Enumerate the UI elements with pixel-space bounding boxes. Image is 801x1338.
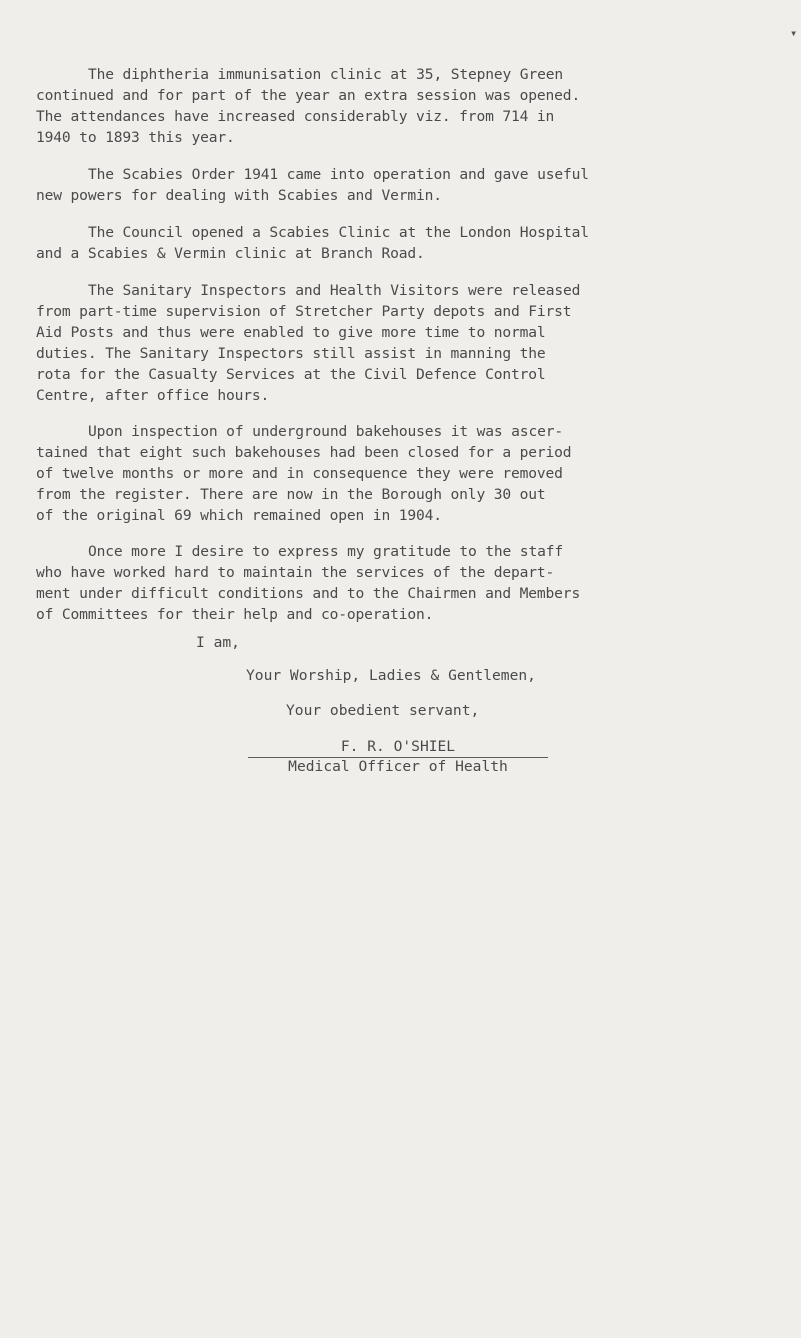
closing-salutation: Your Worship, Ladies & Gentlemen, [246, 667, 536, 684]
paragraph-line: The Scabies Order 1941 came into operation and gave useful [88, 166, 589, 183]
closing-obedient-servant: Your obedient servant, [286, 702, 480, 719]
paragraph-bakehouses [36, 421, 766, 526]
paragraph-line: from the register. There are now in the Borough only 30 out [36, 486, 546, 503]
scan-mark-icon: ▾ [790, 26, 798, 40]
paragraph-diphtheria-clinic [36, 64, 766, 148]
paragraph-line: rota for the Casualty Services at the Civil Defence Control [36, 366, 546, 383]
paragraph-line: continued and for part of the year an extra session was opened. [36, 87, 581, 104]
paragraph-gratitude [36, 541, 766, 625]
paragraph-line: 1940 to 1893 this year. [36, 129, 235, 146]
paragraph-line: Once more I desire to express my gratitude to the staff [88, 543, 563, 560]
paragraph-sanitary-inspectors [36, 280, 766, 406]
paragraph-line: The Council opened a Scabies Clinic at the London Hospital [88, 224, 589, 241]
paragraph-line: who have worked hard to maintain the services of the depart- [36, 564, 555, 581]
closing-i-am: I am, [196, 634, 240, 651]
paragraph-line: of Committees for their help and co-operation. [36, 606, 434, 623]
paragraph-line: The diphtheria immunisation clinic at 35, Stepney Green [88, 66, 563, 83]
paragraph-line: Aid Posts and thus were enabled to give more time to normal [36, 324, 546, 341]
paragraph-line: new powers for dealing with Scabies and Vermin. [36, 187, 442, 204]
paragraph-line: and a Scabies & Vermin clinic at Branch Road. [36, 245, 425, 262]
signature-title: Medical Officer of Health [288, 758, 508, 775]
paragraph-line: The Sanitary Inspectors and Health Visitors were released [88, 282, 581, 299]
paragraph-scabies-clinic [36, 222, 766, 264]
signature-name: F. R. O'SHIEL [248, 736, 548, 758]
paragraph-line: Centre, after office hours. [36, 387, 270, 404]
paragraph-line: ment under difficult conditions and to the Chairmen and Members [36, 585, 581, 602]
paragraph-line: Upon inspection of underground bakehouses it was ascer- [88, 423, 563, 440]
paragraph-line: of twelve months or more and in consequence they were removed [36, 465, 563, 482]
paragraph-line: from part-time supervision of Stretcher Party depots and First [36, 303, 572, 320]
paragraph-line: of the original 69 which remained open in 1904. [36, 507, 442, 524]
paragraph-line: duties. The Sanitary Inspectors still assist in manning the [36, 345, 546, 362]
paragraph-scabies-order [36, 164, 766, 206]
paragraph-line: The attendances have increased considerably viz. from 714 in [36, 108, 555, 125]
paragraph-line: tained that eight such bakehouses had been closed for a period [36, 444, 572, 461]
